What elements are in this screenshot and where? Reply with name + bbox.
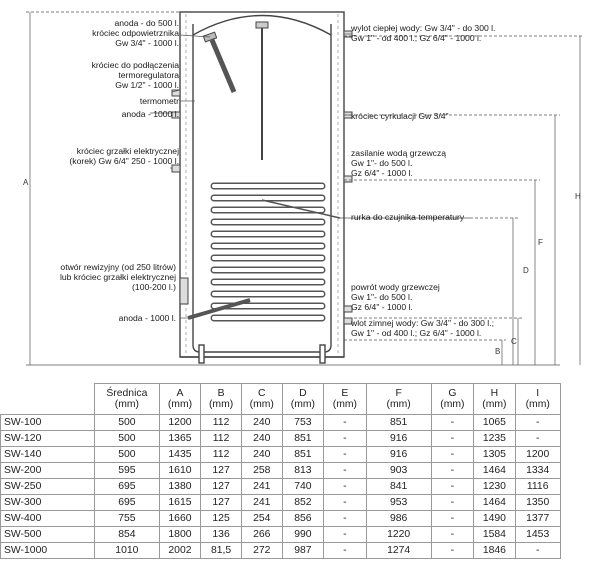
table-cell: 2002 [159, 543, 201, 559]
table-cell: 112 [201, 447, 242, 463]
table-cell: 595 [95, 463, 160, 479]
label-thermometer: termometr [139, 96, 179, 106]
table-cell: 986 [366, 511, 431, 527]
col-header-d: D (mm) [282, 384, 324, 415]
table-cell: 81,5 [201, 543, 242, 559]
table-cell: 1584 [474, 527, 516, 543]
label-heater-socket: króciec grzałki elektrycznej (korek) Gw 6/4" 250 - 1000 l. [69, 146, 179, 166]
table-cell: 127 [201, 479, 242, 495]
table-cell: 1010 [95, 543, 160, 559]
table-cell: 851 [282, 447, 324, 463]
table-cell: - [324, 479, 366, 495]
table-cell: - [324, 431, 366, 447]
table-cell: 1065 [474, 415, 516, 431]
table-row [1, 447, 600, 463]
label-inspection-opening: otwór rewizyjny (od 250 litrów) lub króciec grzałki elektrycznej (100-200 l.) [59, 262, 176, 292]
table-cell: 1334 [515, 463, 560, 479]
table-cell: 1615 [159, 495, 201, 511]
table-cell-model: SW-250 [1, 479, 95, 495]
table-cell: 1464 [474, 495, 516, 511]
table-cell: - [431, 495, 473, 511]
table-cell: 112 [201, 415, 242, 431]
table-body [1, 415, 600, 559]
table-cell: 1220 [366, 527, 431, 543]
table-cell: 127 [201, 495, 242, 511]
table-cell: 241 [241, 495, 282, 511]
table-cell: 1305 [474, 447, 516, 463]
table-cell: 1435 [159, 447, 201, 463]
col-header-b: B (mm) [201, 384, 242, 415]
table-cell: 856 [282, 511, 324, 527]
table-cell: 903 [366, 463, 431, 479]
table-cell: 990 [282, 527, 324, 543]
table-row [1, 431, 600, 447]
col-header-a: A (mm) [159, 384, 201, 415]
table-cell: 755 [95, 511, 160, 527]
label-anode-bottom: anoda - 1000 l. [118, 313, 176, 323]
heating-coil-inner [214, 186, 322, 318]
col-header-h: H (mm) [474, 384, 516, 415]
table-cell: 1365 [159, 431, 201, 447]
table-cell: 1660 [159, 511, 201, 527]
table-cell: 240 [241, 431, 282, 447]
label-hot-outlet: wylot ciepłej wody: Gw 3/4" - do 300 l. Gw 1" - od 400 l.; Gz 6/4" - 1000 l. [351, 23, 496, 43]
table-cell: 740 [282, 479, 324, 495]
label-heating-supply: zasilanie wodą grzewczą Gw 1"- do 500 l. Gz 6/4" - 1000 l. [351, 148, 447, 178]
table-cell: - [515, 431, 560, 447]
table-row [1, 527, 600, 543]
dim-letter-b: B [495, 347, 501, 356]
table-cell: 500 [95, 447, 160, 463]
table-cell: - [431, 511, 473, 527]
table-cell-model: SW-100 [1, 415, 95, 431]
table-cell: 112 [201, 431, 242, 447]
table-cell: 254 [241, 511, 282, 527]
table-cell: 695 [95, 479, 160, 495]
table-cell: 136 [201, 527, 242, 543]
table-cell: 266 [241, 527, 282, 543]
table-cell: - [324, 527, 366, 543]
table-cell-model: SW-300 [1, 495, 95, 511]
table-cell: 813 [282, 463, 324, 479]
col-header-c: C (mm) [241, 384, 282, 415]
table-cell: 1380 [159, 479, 201, 495]
table-cell: - [431, 479, 473, 495]
table-row [1, 463, 600, 479]
table-cell: 916 [366, 447, 431, 463]
col-header-g: G (mm) [431, 384, 473, 415]
table-cell: 1116 [515, 479, 560, 495]
table-cell: 916 [366, 431, 431, 447]
table-header-row [1, 384, 600, 415]
table-cell: 851 [282, 431, 324, 447]
table-cell: - [324, 447, 366, 463]
col-header-i: I (mm) [515, 384, 560, 415]
table-row [1, 543, 600, 559]
table-corner [1, 384, 95, 415]
table-cell: 854 [95, 527, 160, 543]
dim-letter-c: C [511, 337, 517, 346]
top-outlet-pipe [256, 22, 268, 160]
table-cell: 258 [241, 463, 282, 479]
col-header-e: E (mm) [324, 384, 366, 415]
heating-coil [214, 186, 322, 318]
table-cell: 1846 [474, 543, 516, 559]
table-cell: - [324, 463, 366, 479]
table-cell: 1230 [474, 479, 516, 495]
table-row [1, 415, 600, 431]
table-cell: 272 [241, 543, 282, 559]
col-header-f: F (mm) [366, 384, 431, 415]
table-cell: 1235 [474, 431, 516, 447]
table-cell: 851 [366, 415, 431, 431]
table-cell: - [324, 543, 366, 559]
table-row [1, 511, 600, 527]
table-cell: 1200 [159, 415, 201, 431]
table-cell: - [431, 543, 473, 559]
table-cell-model: SW-500 [1, 527, 95, 543]
label-anode-1000: anoda - 1000 l. [121, 109, 179, 119]
table-cell: - [431, 431, 473, 447]
label-anode-top: anoda - do 500 l. króciec odpowietrznika Gw 3/4" - 1000 l. [92, 18, 179, 48]
table-cell: 695 [95, 495, 160, 511]
table-cell: 500 [95, 431, 160, 447]
table-cell: 127 [201, 463, 242, 479]
table-cell: 987 [282, 543, 324, 559]
table-row [1, 479, 600, 495]
table-cell: 241 [241, 479, 282, 495]
table-row [1, 495, 600, 511]
label-heating-return: powrót wody grzewczej Gw 1"- do 500 l. Gz 6/4" - 1000 l. [351, 282, 440, 312]
table-cell: 852 [282, 495, 324, 511]
table-cell: 753 [282, 415, 324, 431]
table-cell: - [324, 495, 366, 511]
table-cell: 1274 [366, 543, 431, 559]
table-cell: 1490 [474, 511, 516, 527]
table-cell: - [431, 415, 473, 431]
table-cell: 1453 [515, 527, 560, 543]
dim-letter-a: A [23, 178, 29, 187]
table-cell: - [431, 527, 473, 543]
label-sensor-tube: rurka do czujnika temperatury [351, 212, 465, 222]
table-cell: 1200 [515, 447, 560, 463]
table-cell-model: SW-200 [1, 463, 95, 479]
right-leaders [340, 34, 470, 218]
dim-letter-h: H [575, 192, 581, 201]
table-cell: - [515, 415, 560, 431]
dim-letter-f: F [538, 238, 543, 247]
table-cell: 953 [366, 495, 431, 511]
col-header-diameter: Średnica (mm) [95, 384, 160, 415]
table-cell: 1610 [159, 463, 201, 479]
table-cell: 240 [241, 415, 282, 431]
dimensions-table [0, 383, 600, 559]
table-cell: 1350 [515, 495, 560, 511]
table-cell-model: SW-140 [1, 447, 95, 463]
label-circulation: króciec cyrkulacji Gw 3/4" [351, 111, 449, 121]
table-cell: 1464 [474, 463, 516, 479]
table-cell-model: SW-120 [1, 431, 95, 447]
table-cell: 1377 [515, 511, 560, 527]
table-cell: 125 [201, 511, 242, 527]
label-thermo-socket: króciec do podłączenia termoregulatora Gw 1/2" - 1000 l. [91, 60, 179, 90]
table-cell: 500 [95, 415, 160, 431]
table-cell: 841 [366, 479, 431, 495]
table-cell: - [431, 447, 473, 463]
table-cell: - [324, 415, 366, 431]
table-cell-model: SW-1000 [1, 543, 95, 559]
label-cold-inlet: wlot zimnej wody: Gw 3/4" - do 300 l.; Gw 1" - od 400 l.; Gz 6/4" - 1000 l. [351, 318, 494, 338]
table-cell: 1800 [159, 527, 201, 543]
table-cell: - [324, 511, 366, 527]
table-cell: - [515, 543, 560, 559]
anode-rod [203, 32, 234, 92]
table-cell: 240 [241, 447, 282, 463]
table-cell: - [431, 463, 473, 479]
table-cell-model: SW-400 [1, 511, 95, 527]
dim-letter-d: D [523, 266, 529, 275]
